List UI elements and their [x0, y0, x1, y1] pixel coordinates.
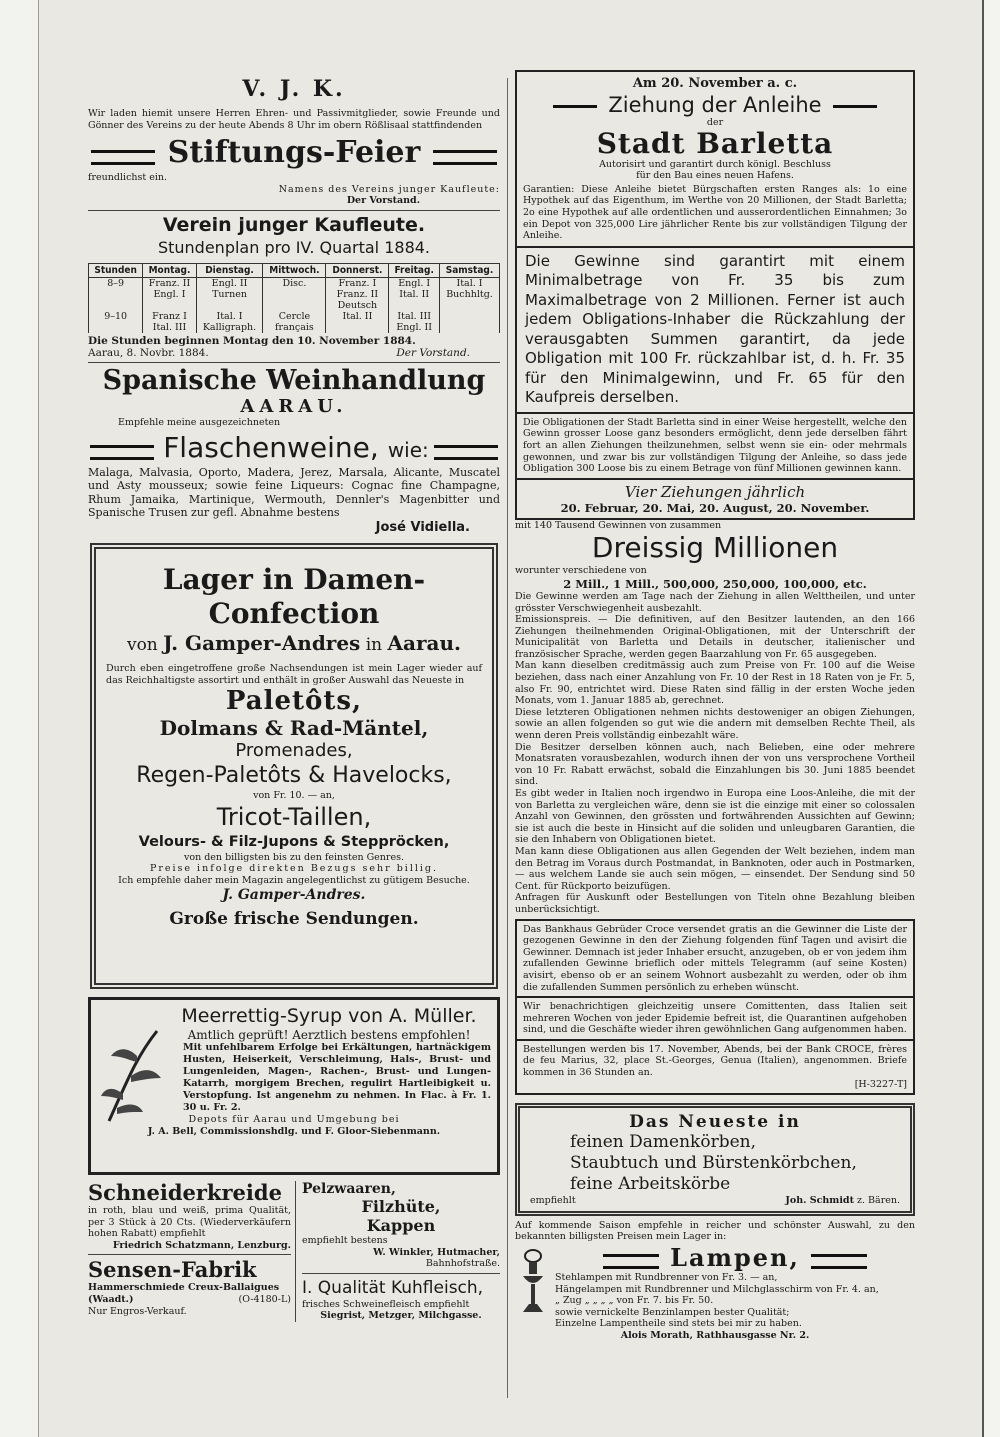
confection-intro: Durch eben eingetroffene große Nachsendungen ist mein Lager wieder auf das Reichhaltigste assortirt und enthält in großer Auswahl das Neueste in	[106, 662, 482, 686]
confection-price: von Fr. 10. — an,	[253, 790, 335, 802]
vjk-title: V. J. K.	[242, 76, 346, 102]
horseradish-illustration	[97, 1026, 171, 1126]
schedule-header-cell: Dienstag.	[196, 263, 263, 277]
wine-city: AARAU.	[240, 395, 348, 417]
schedule-header-cell: Freitag.	[389, 263, 440, 277]
separator	[88, 362, 500, 363]
syrup-depot1: Depots für Aarau und Umgebung bei	[188, 1113, 400, 1125]
separator	[88, 1254, 291, 1255]
vjk-sign2: Der Vorstand.	[346, 195, 420, 207]
barletta-with: mit 140 Tausend Gewinnen von zusammen	[515, 519, 722, 531]
notice-box	[515, 998, 915, 1041]
furs-rec: empfiehlt bestens	[301, 1234, 388, 1246]
furs-sign: W. Winkler, Hutmacher,	[373, 1246, 500, 1258]
page-edge	[982, 0, 1000, 1437]
schedule-header-cell: Montag.	[143, 263, 196, 277]
barletta-auth2: für den Bau eines neuen Hafens.	[636, 170, 794, 182]
baskets-line1: feinen Damenkörben,	[570, 1132, 757, 1153]
schedule-title: Verein junger Kaufleute.	[162, 213, 426, 236]
scythe-note: Nur Engros-Verkauf.	[88, 1305, 187, 1317]
barletta-auth1: Autorisirt und garantirt durch königl. Beschluss	[599, 158, 831, 170]
chalk-body: in roth, blau und weiß, prima Qualität, per 3 Stück à 20 Cts. (Wiederverkäufern hohen Rabatt) empfiehlt	[88, 1204, 291, 1240]
schedule-cell	[440, 311, 500, 333]
rule-right	[433, 150, 497, 165]
confection-paletots: Paletôts,	[225, 686, 363, 717]
syrup-body: Mit unfehlbarem Erfolge bei Erkältungen, hartnäckigem Husten, Heiserkeit, Verschleimung, Hals-, Brust- und Lungenleiden, Magen-, Rachen-, Brust- und Lungen-Katarrh, morgigem Brechen, regulirt Hartleibigkeit u. Verstopfung. Ist angenehm zu nehmen. In Flac. à Fr. 1. 30 u. Fr. 2.	[183, 1041, 491, 1113]
lamps-sign: Alois Morath, Rathhausgasse Nr. 2.	[620, 1330, 810, 1341]
schedule-cell: Franz I Ital. III	[143, 311, 196, 333]
schedule-cell: 8–9	[89, 277, 143, 311]
lamps-line1: Stehlampen mit Rundbrenner von Fr. 3. — an,	[555, 1272, 778, 1284]
wine-recommend: Empfehle meine ausgezeichneten	[118, 416, 281, 428]
confection-city: Aarau.	[387, 630, 462, 655]
wine-title: Spanische Weinhandlung	[102, 364, 486, 396]
schedule-cell: Ital. I Kalligraph.	[196, 311, 263, 333]
confection-von: von	[126, 634, 158, 655]
left-column	[88, 70, 500, 1322]
barletta-drawdates: 20. Februar, 20. Mai, 20. August, 20. November.	[560, 500, 870, 515]
lamp-illustration	[515, 1246, 551, 1316]
syrup-sub: Amtlich geprüft! Aerztlich bestens empfohlen!	[187, 1027, 471, 1042]
barletta-wins-text: Die Gewinne sind garantirt mit einem Minimalbetrage von Fr. 35 bis zum Maximalbetrage von 2 Millionen. Ferner ist auch jedem Obligations-Inhaber die Rückzahlung der verausgabten Summen garantirt, da jede Obligation mit 100 Fr. rückzahlbar ist, d. h. Fr. 35 für den Minimalgewinn, und Fr. 65 für den Kaufpreis derselben.	[525, 251, 905, 407]
rule-left	[553, 105, 597, 111]
barletta-obligations-text: Die Obligationen der Stadt Barletta sind in einer Weise hergestellt, welche den Gewinn grosser Loose ganz besonders ermöglicht, denn jede derselben fährt fort an allen Ziehungen theilzunehmen, selbst wenn sie ein- oder mehrmals gewonnen, und zwar bis zur vollständigen Tilgung der Anleihe, so dass jede Obligation 300 Loose bis zu einem Betrage von fünf Millionen gewinnen kann.	[523, 416, 907, 475]
barletta-ad	[515, 70, 915, 248]
vjk-invite: Wir laden hiemit unsere Herren Ehren- und Passivmitglieder, sowie Freunde und Gönner des Vereins zu der heute Abends 8 Uhr im obern Rößlisaal stattfindenden	[88, 108, 500, 131]
confection-dolmans: Dolmans & Rad-Mäntel,	[159, 716, 429, 741]
vjk-friendly: freundlichst ein.	[88, 172, 168, 184]
scythe-place: (Waadt.)	[88, 1293, 134, 1305]
bottom-left-ads	[88, 1181, 500, 1322]
lamps-intro: Auf kommende Saison empfehle in reicher und schönster Auswahl, zu den bekannten billigsten Preisen mein Lager in:	[515, 1219, 915, 1243]
wine-signature: José Vidiella.	[375, 519, 470, 535]
schedule-place: Aarau, 8. Novbr. 1884.	[88, 346, 209, 359]
croce-box	[515, 919, 915, 999]
schedule-row	[89, 311, 500, 333]
schedule-cell: Ital. III Engl. II	[389, 311, 440, 333]
barletta-italy: Es gibt weder in Italien noch irgendwo in Europa eine Loos-Anleihe, die mit der von Barletta zu vergleichen wäre, denn sie ist die einzige mit einer so colossalen Anzahl von Gewinnen, den grössten und fortwährenden Aussichten auf Gewinn; sie ist auch die beste in Hinsicht auf die soliden und unleugbaren Garantien, die sie den Inhabern von Obligationen bietet.	[515, 788, 915, 846]
syrup-ad	[88, 997, 500, 1175]
lamps-line3: „ Zug „ „ „ „ von Fr. 7. bis Fr. 50.	[555, 1295, 714, 1307]
vjk-sign1: Namens des Vereins junger Kaufleute:	[278, 183, 500, 195]
barletta-title1: Ziehung der Anleihe	[608, 93, 822, 117]
barletta-among: worunter verschiedene von	[515, 565, 647, 577]
rule-right	[434, 445, 498, 460]
binding-margin	[0, 0, 39, 1437]
schedule-header-cell: Donnerst.	[326, 263, 389, 277]
rule-right	[811, 1254, 867, 1269]
lamps-line4: sowie vernickelte Benzinlampen bester Qualität;	[555, 1306, 790, 1318]
barletta-notice: Wir benachrichtigen gleichzeitig unsere Comittenten, dass Italien seit mehreren Wochen von jeder Epidemie befreit ist, die Quarantinen aufgehoben sind, und die Geschäfte wieder ihren gewöhnlichen Gang aufgenommen haben.	[523, 1001, 907, 1036]
wine-ad	[88, 366, 500, 535]
lamps-ad	[515, 1220, 915, 1342]
wine-wie: wie:	[387, 437, 429, 462]
vjk-event: Stiftungs-Feier	[167, 135, 421, 171]
confection-in: in	[365, 634, 383, 655]
barletta-owners: Die Besitzer derselben können auch, nach Belieben, eine oder mehrere Monatsraten vorausbezahlen, wodurch ihnen der von uns versprochene Vortheil von 10 Fr. Rabatt erwächst, sobald die Einzahlungen bis 30. Juni 1885 beendet sind.	[515, 741, 915, 788]
lamps-line2: Hängelampen mit Rundbrenner und Milchglasschirm von Fr. 4. an,	[555, 1283, 879, 1295]
baskets-addr: z. Bären.	[857, 1195, 900, 1207]
barletta-requests: Anfragen für Auskunft oder Bestellungen von Titeln ohne Bezahlung bleiben unberücksichtigt.	[515, 892, 915, 915]
barletta-paid: Die Gewinne werden am Tage nach der Ziehung in allen Welttheilen, und unter grösster Verschwiegenheit ausbezahlt.	[515, 590, 915, 614]
barletta-draws	[515, 480, 915, 518]
schedule-cell: Franz. II Engl. I	[143, 277, 196, 311]
barletta-everywhere: Man kann diese Obligationen aus allen Gegenden der Welt beziehen, indem man den Betrag im Voraus durch Postmandat, in Banknoten, oder auch in Postmarken, — aus welchem Lande sie auch sein mögen, — einsendet. Der Sendung sind 50 Cent. für Rückporto beizufügen.	[515, 845, 915, 892]
chalk-sign: Friedrich Schatzmann, Lenzburg.	[112, 1239, 291, 1251]
schedule-cell: Disc.	[263, 277, 326, 311]
schedule-header-cell: Mittwoch.	[263, 263, 326, 277]
confection-title: Lager in Damen-Confection	[162, 562, 426, 630]
baskets-rec: empfiehlt	[530, 1195, 576, 1207]
separator	[88, 210, 500, 211]
schedule-header-cell: Samstag.	[440, 263, 500, 277]
schedule-cell: Engl. I Ital. II	[389, 277, 440, 311]
furs-line3: Kappen	[366, 1215, 436, 1235]
confection-velours: Velours- & Filz-Jupons & Steppröcken,	[138, 833, 450, 850]
confection-prices: Preise infolge direkten Bezugs sehr billig.	[149, 863, 439, 875]
confection-genres: von den billigsten bis zu den feinsten Genres.	[184, 851, 404, 863]
schedule-row	[89, 277, 500, 311]
barletta-orders: Bestellungen werden bis 17. November, Abends, bei der Bank CROCE, frères de feu Marius, 32, place St.-Georges, Genua (Italien), angenommen. Briefe kommen in 36 Stunden an.	[523, 1043, 907, 1079]
schedule-cell: Ital. I Buchhltg.	[440, 277, 500, 311]
barletta-credit: Man kann dieselben creditmässig auch zum Preise von Fr. 100 auf die Weise beziehen, dass nach einer Anzahlung von Fr. 10 der Rest in 18 Raten von je Fr. 5, also Fr. 90, entrichtet wird. Diese Raten sind fällig in der ersten Woche jeden Monats, vom 1. Januar 1885 ab, gerechnet.	[515, 660, 915, 707]
schedule-board: Der Vorstand.	[396, 346, 470, 359]
confection-promenades: Promenades,	[235, 740, 353, 762]
schedule-begin: Die Stunden beginnen Montag den 10. November 1884.	[88, 334, 416, 347]
schedule-cell: 9–10	[89, 311, 143, 333]
scythe-title: Sensen-Fabrik	[88, 1257, 257, 1283]
rule-left	[90, 445, 154, 460]
schedule-cell: Franz. I Franz. II Deutsch	[326, 277, 389, 311]
beef-sign: Siegrist, Metzger, Milchgasse.	[320, 1310, 482, 1322]
confection-footer: Große frische Sendungen.	[169, 908, 419, 929]
baskets-ad	[515, 1103, 915, 1216]
wine-list: Malaga, Malvasia, Oporto, Madera, Jerez, Marsala, Alicante, Muscatel und Asty mousseux; sowie feine Liqueurs: Cognac fine Champagne, Rhum Jamaika, Martinique, Wermouth, Dennler's Magenbitter und Spanische Trusen zur gefl. Abnahme bestens	[88, 465, 500, 520]
barletta-guarantee: Garantien: Diese Anleihe bietet Bürgschaften ersten Ranges als: 1o eine Hypothek auf das Eigenthum, im Werthe von 20 Millionen, der Stadt Barletta; 2o eine Hypothek auf alle ordentlichen und ausserordentlichen Einnahmen; 3o ein Depot von 325,000 Lire jährlicher Rente bis zur vollständigen Tilgung der Anleihe.	[523, 183, 907, 242]
schedule-header-cell: Stunden	[89, 263, 143, 277]
barletta-wins	[515, 248, 915, 414]
schedule-table	[88, 263, 500, 333]
barletta-millions: Dreissig Millionen	[591, 531, 839, 565]
confection-recommend: Ich empfehle daher mein Magazin angelegentlichst zu gütigem Besuche.	[118, 874, 470, 886]
lamps-title: Lampen,	[670, 1243, 800, 1273]
vjk-ad	[88, 76, 500, 211]
column-divider	[507, 78, 508, 1398]
wine-product: Flaschenweine,	[163, 430, 379, 464]
barletta-der: der	[706, 117, 724, 128]
schedule-subtitle: Stundenplan pro IV. Quartal 1884.	[157, 237, 431, 257]
barletta-prizes: 2 Mill., 1 Mill., 500,000, 250,000, 100,000, etc.	[563, 576, 867, 591]
baskets-line3: feine Arbeitskörbe	[570, 1174, 731, 1195]
chalk-title: Schneiderkreide	[88, 1179, 282, 1205]
baskets-title: Das Neueste in	[629, 1112, 801, 1133]
confection-name: J. Gamper-Andres	[163, 630, 361, 655]
barletta-croce: Das Bankhaus Gebrüder Croce versendet gratis an die Gewinner die Liste der gezogenen Gewinne in den der Ziehung folgenden fünf Tagen und avisirt die Gewinner. Demnach ist jeder Inhaber ersucht, anzugeben, ob er von jedem ihm zufallenden Gewinne brieflich oder mittels Telegramm (auf seine Kosten) avisirt, ebenso ob er an seinem Wohnort ausbezahlt zu werden, oder ob ihm die zufallenden Summen persönlich zu erheben wünscht.	[523, 923, 907, 993]
barletta-latter: Diese letzteren Obligationen nehmen nichts destoweniger an obigen Ziehungen, sowie an allen folgenden so gut wie die andern mit demselben Rechte Theil, als wenn deren Preis vollständig einbezahlt wäre.	[515, 706, 915, 742]
schedule-ad	[88, 214, 500, 363]
schedule-cell: Cercle français	[263, 311, 326, 333]
barletta-emission: Emissionspreis. — Die definitiven, auf den Besitzer lautenden, an den 166 Ziehungen theilnehmenden Original-Obligationen, mit der Unterschrift der Municipalität von Barletta und Details in deutscher, italienischer und französischer Sprache, werden gegen Baarzahlung von Fr. 65 ausgegeben.	[515, 614, 915, 660]
barletta-code: [H-3227-T]	[854, 1078, 907, 1090]
confection-regen: Regen-Paletôts & Havelocks,	[136, 763, 452, 789]
barletta-draws-title: Vier Ziehungen jährlich	[624, 482, 806, 501]
syrup-title: Meerrettig-Syrup von A. Müller.	[181, 1004, 477, 1027]
barletta-title2: Stadt Barletta	[596, 126, 834, 160]
right-column	[515, 70, 915, 1342]
furs-line1: Pelzwaaren,	[301, 1180, 396, 1197]
confection-ad	[90, 543, 498, 989]
confection-tricot: Tricot-Taillen,	[216, 802, 372, 831]
furs-line2: Filzhüte,	[361, 1196, 441, 1216]
rule-right	[833, 105, 877, 111]
scythe-code: (O-4180-L)	[238, 1293, 291, 1305]
baskets-line2: Staubtuch und Bürstenkörbchen,	[570, 1153, 857, 1174]
confection-signature: J. Gamper-Andres.	[222, 886, 366, 903]
syrup-depot2: J. A. Bell, Commissionshdlg. und F. Gloor-Siebenmann.	[147, 1125, 441, 1137]
beef-title: I. Qualität Kuhfleisch,	[301, 1277, 484, 1298]
rule-left	[91, 150, 155, 165]
barletta-date: Am 20. November a. c.	[632, 76, 798, 91]
barletta-obligations	[515, 414, 915, 480]
baskets-sign: Joh. Schmidt	[785, 1195, 854, 1207]
beef-body: frisches Schweinefleisch empfiehlt	[301, 1298, 470, 1310]
separator	[302, 1273, 500, 1274]
schedule-cell: Engl. II Turnen	[196, 277, 263, 311]
furs-addr: Bahnhofstraße.	[425, 1258, 500, 1270]
orders-box	[515, 1041, 915, 1095]
rule-left	[603, 1254, 659, 1269]
lamps-line5: Einzelne Lampentheile sind stets bei mir zu haben.	[555, 1318, 802, 1330]
scythe-body: Hammerschmiede Creux-Ballaigues	[88, 1282, 280, 1294]
schedule-cell: Ital. II	[326, 311, 389, 333]
